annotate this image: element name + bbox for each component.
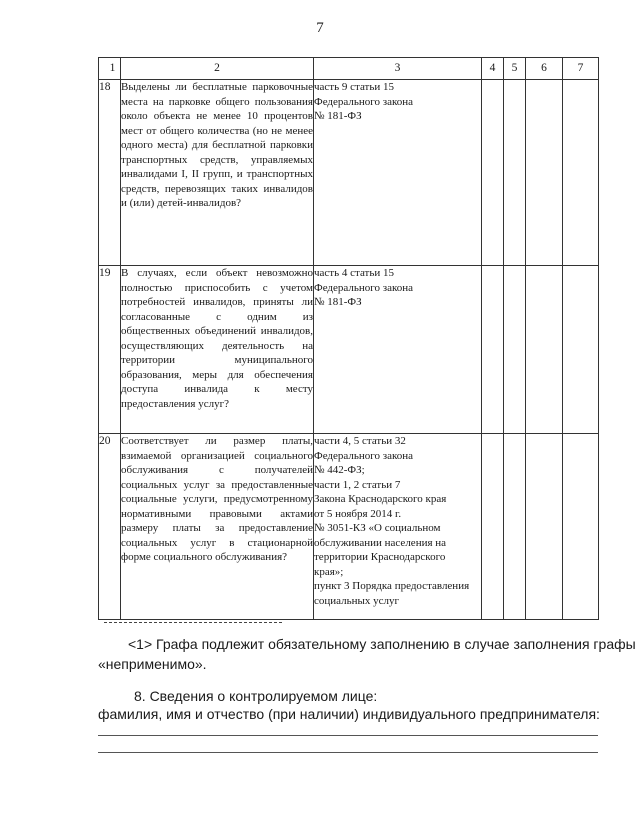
section-8-subtitle: фамилия, имя и отчество (при наличии) индивидуального предпринимателя: <box>98 706 600 722</box>
empty-cell[interactable] <box>526 266 563 434</box>
page-number: 7 <box>316 20 324 36</box>
row-reference <box>314 266 482 434</box>
empty-cell[interactable] <box>563 434 599 620</box>
reference-line: от 5 ноября 2014 г. <box>314 507 402 520</box>
empty-cell[interactable] <box>482 266 504 434</box>
reference-line: № 181-ФЗ <box>314 110 362 122</box>
fill-in-line[interactable] <box>98 735 598 736</box>
row-question: В случаях, если объект невозможно полностью приспособить с учетом потребностей инвалидов, приняты ли согласованные с одним из общественных объединений инвалидов, осуществляющих деятельность на территории муниципального образования, меры для обеспечения доступа инвалида к месту предоставления услуг? <box>121 266 314 434</box>
row-number: 20 <box>99 434 121 620</box>
reference-line: Закона Краснодарского края <box>314 493 447 505</box>
empty-cell[interactable] <box>482 80 504 266</box>
fill-in-line[interactable] <box>98 752 598 753</box>
empty-cell[interactable] <box>563 266 599 434</box>
empty-cell[interactable] <box>504 80 526 266</box>
footnote-separator <box>104 622 282 623</box>
reference-line: края»; <box>314 565 344 578</box>
footnote-line-1: <1> Графа подлежит обязательному заполнению в случае заполнения графы <box>128 636 636 652</box>
reference-line: часть 4 статьи 15 <box>314 267 395 279</box>
empty-cell[interactable] <box>504 266 526 434</box>
header-cell-1: 1 <box>99 58 121 80</box>
reference-line: пункт 3 Порядка предоставления социальных услуг <box>314 580 470 607</box>
empty-cell[interactable] <box>504 434 526 620</box>
reference-line: часть 9 статьи 15 <box>314 81 395 93</box>
reference-line: Федерального закона <box>314 281 414 294</box>
reference-line: Федерального закона <box>314 95 414 108</box>
empty-cell[interactable] <box>482 434 504 620</box>
empty-cell[interactable] <box>563 80 599 266</box>
table-header-row <box>99 58 599 80</box>
header-cell-6: 6 <box>526 58 563 80</box>
row-question: Выделены ли бесплатные парковочные места на парковке общего пользования около объекта не менее 10 процентов мест от общего количества (но не менее одного места) для бесплатной парковки транспортных средств, управляемых инвалидами I, II групп, и транспортных средств, перевозящих таких инвалидов и (или) детей-инвалидов? <box>121 80 314 266</box>
reference-line: № 442-ФЗ; <box>314 464 365 476</box>
section-8-title: 8. Сведения о контролируемом лице: <box>134 688 378 704</box>
reference-line: № 181-ФЗ <box>314 296 362 308</box>
empty-cell[interactable] <box>526 80 563 266</box>
reference-line: обслуживании населения на <box>314 536 447 549</box>
table-row <box>99 266 599 434</box>
row-reference <box>314 80 482 266</box>
reference-line: территории Краснодарского <box>314 551 446 563</box>
checklist-table <box>98 57 599 620</box>
row-question: Соответствует ли размер платы, взимаемой организацией социального обслуживания с получателей социальных услуг за предоставленные социальные услуги, предусмотренному нормативными правовыми актами размеру платы за предоставление социальных услуг в стационарной форме социального обслуживания? <box>121 434 314 620</box>
header-cell-5: 5 <box>504 58 526 80</box>
row-number: 18 <box>99 80 121 266</box>
header-cell-4: 4 <box>482 58 504 80</box>
header-cell-7: 7 <box>563 58 599 80</box>
row-number: 19 <box>99 266 121 434</box>
footnote-line-2: «неприменимо». <box>98 656 207 672</box>
table-row <box>99 434 599 620</box>
empty-cell[interactable] <box>526 434 563 620</box>
header-cell-2: 2 <box>121 58 314 80</box>
reference-line: Федерального закона <box>314 449 414 462</box>
reference-line: части 4, 5 статьи 32 <box>314 435 406 447</box>
header-cell-3: 3 <box>314 58 482 80</box>
reference-line: № 3051-КЗ «О социальном <box>314 522 441 534</box>
table-row <box>99 80 599 266</box>
reference-line: части 1, 2 статьи 7 <box>314 478 401 491</box>
row-reference <box>314 434 482 620</box>
